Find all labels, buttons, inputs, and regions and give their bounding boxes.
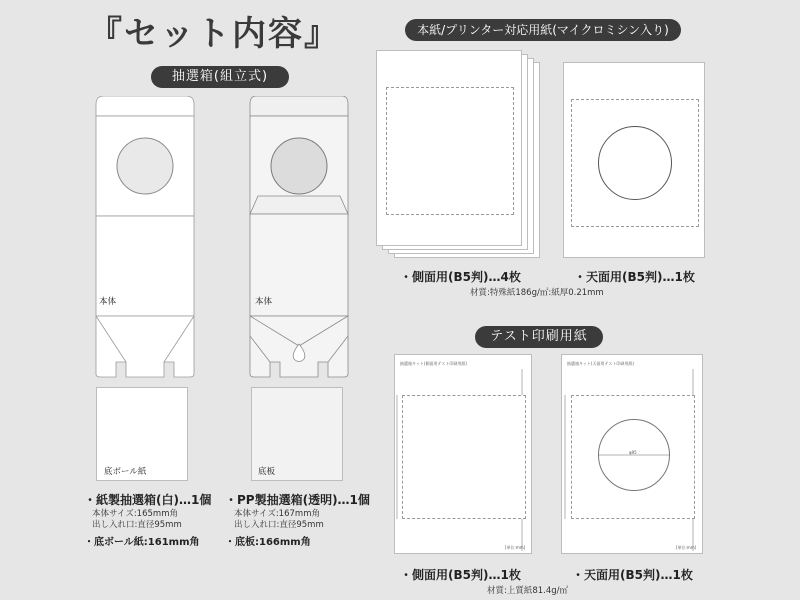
white-box-base-caption: ・底ボール紙:161mm角	[84, 537, 200, 548]
white-box-spec-slot: 出し入れ口:直径95mm	[92, 520, 182, 530]
white-box-caption: ・紙製抽選箱(白)…1個	[84, 493, 212, 507]
test-top-unit: [単位:mm]	[676, 545, 697, 550]
test-side-unit: [単位:mm]	[505, 545, 526, 550]
white-box-body-label: 本体	[99, 297, 117, 307]
white-box-spec-size: 本体サイズ:165mm角	[92, 509, 178, 519]
section-paper-header: 本紙/プリンター対応用紙(マイクロミシン入り)	[405, 19, 681, 41]
white-box-net	[90, 96, 200, 381]
test-paper-material: 材質:上質紙81.4g/㎡	[487, 586, 569, 596]
pp-box-net	[244, 96, 354, 381]
pp-box-caption: ・PP製抽選箱(透明)…1個	[225, 493, 370, 507]
section-test-header: テスト印刷用紙	[475, 326, 603, 348]
pp-box-base-label: 底板	[258, 467, 276, 477]
test-top-caption: ・天面用(B5判)…1枚	[572, 568, 693, 582]
test-top-dimension-lines	[562, 355, 704, 555]
pp-box-base-caption: ・底板:166mm角	[225, 537, 311, 548]
main-side-caption: ・側面用(B5判)…4枚	[400, 270, 521, 284]
section-box-header: 抽選箱(組立式)	[151, 66, 289, 88]
test-top-diameter: φ95	[629, 450, 637, 455]
page-title: 『セット内容』	[88, 14, 340, 54]
test-side-header: 抽選箱キット(側面用テスト印刷用紙)	[400, 361, 467, 366]
pp-box-body-label: 本体	[255, 297, 273, 307]
main-paper-material: 材質:特殊紙186g/㎡:紙厚0.21mm	[470, 288, 604, 298]
top-sheet-circle	[598, 126, 672, 200]
test-side-caption: ・側面用(B5判)…1枚	[400, 568, 521, 582]
test-top-header: 抽選箱キット(天面用テスト印刷用紙)	[567, 361, 634, 366]
test-top-sheet	[561, 354, 703, 554]
white-box-base-label: 底ボール紙	[104, 467, 147, 477]
test-side-sheet	[394, 354, 532, 554]
top-sheet	[563, 62, 705, 258]
side-sheet-perforation	[386, 87, 514, 215]
pp-box-spec-size: 本体サイズ:167mm角	[234, 509, 320, 519]
main-top-caption: ・天面用(B5判)…1枚	[574, 270, 695, 284]
pp-box-spec-slot: 出し入れ口:直径95mm	[234, 520, 324, 530]
test-side-dimension-lines	[395, 355, 533, 555]
side-sheet-front	[376, 50, 522, 246]
